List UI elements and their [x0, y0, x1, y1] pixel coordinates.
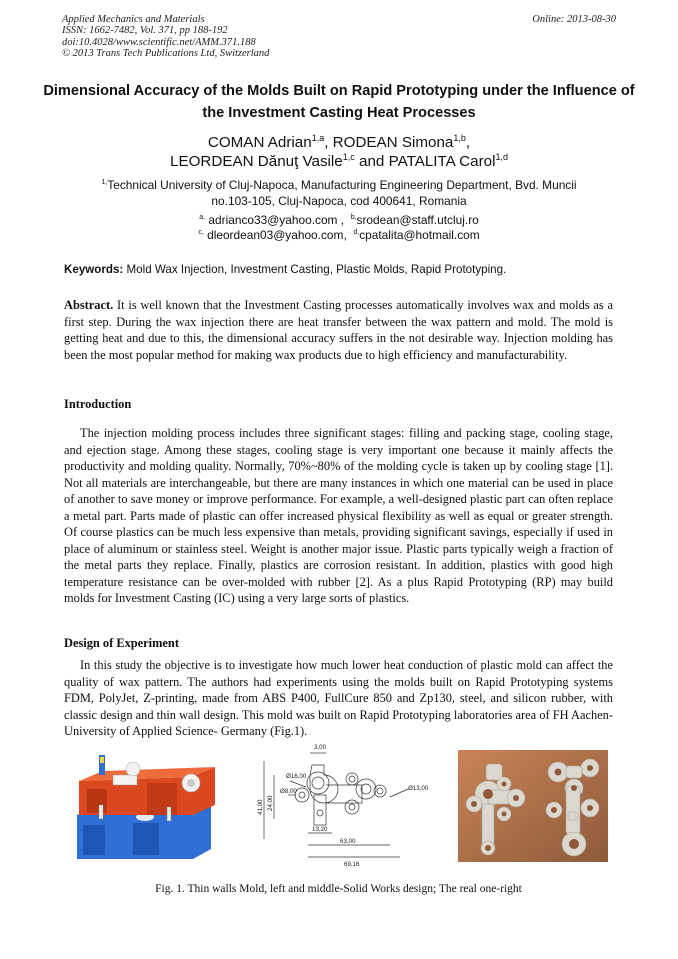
author-sep: and	[354, 153, 389, 170]
figure-cad-render	[73, 753, 231, 861]
author-sep: ,	[465, 134, 471, 151]
affiliation	[60, 177, 618, 209]
email-c[interactable]: dleordean03@yahoo.com	[207, 228, 344, 242]
journal-meta	[62, 14, 269, 60]
online-date: Online: 2013-08-30	[532, 14, 616, 25]
email-a[interactable]: adrianco33@yahoo.com	[208, 213, 338, 227]
email-sup: c,	[198, 229, 204, 237]
dim-label: 63,00	[340, 838, 356, 845]
email-sup: b,	[350, 214, 357, 222]
dim-label: Ø8,00	[280, 788, 297, 795]
affiliation-line-1: Technical University of Cluj-Napoca, Manufacturing Engineering Department, Bvd. Muncii	[107, 178, 577, 192]
design-of-experiment-text: In this study the objective is to investigate how much lower heat conduction of plastic mold can affect the quality of wax pattern. The authors had experiments using the molds built on Rapid Prototyping systems FDM, PolyJet, Z-printing, made from ABS P400, FullCure 850 and Zp130, steel, and silicon rubber, with classic design and thin wall design. This mold was built on Rapid Prototyping laboratories area of FH Aachen- University of Applied Science- Germany (Fig.1).	[64, 658, 613, 739]
email-list: $^{a,}$ adrianco33@yahoo.com , $^{b,}$srodean@staff.utcluj.ro $^{c,}$ dleordean03@yahoo.com, $^{d,}$cpatalita@hotmail.com	[198, 213, 480, 242]
journal-name: Applied Mechanics and Materials	[62, 14, 205, 25]
dim-label: 13,20	[312, 826, 328, 833]
technical-drawing	[250, 735, 445, 870]
email-sup: d,	[353, 229, 360, 237]
author-sup: 1,d	[495, 151, 508, 162]
author-name: COMAN Adrian	[207, 134, 312, 151]
figure-photo-real-parts	[458, 750, 608, 862]
author-sup: 1,b	[453, 132, 466, 143]
dim-label: 24,00	[267, 795, 274, 811]
design-of-experiment-heading: Design of Experiment	[64, 636, 179, 650]
abstract	[64, 297, 613, 363]
abstract-text: It is well known that the Investment Casting processes automatically involves wax and molds as a first step. During the wax injection there are heat transfer between the wax pattern and mold. The mold is getting heat and due to this, the dimensional accuracy suffers in the not desirable way. Injection molding has been the most popular method for making wax products due to high efficiency and manufacturability.	[64, 298, 613, 362]
paper-title: Dimensional Accuracy of the Molds Built on Rapid Prototyping under the Influence of the Investment Casting Heat Processes	[43, 83, 635, 121]
photo-wax-parts	[458, 750, 608, 862]
email-sup: a,	[199, 214, 206, 222]
introduction-text: The injection molding process includes three significant stages: filling and packing stage, cooling stage, and ejection stage. Among these stages, cooling stage is very important one because it mainly affects the productivity and molding quality. Normally, 70%~80% of the molding cycle is taken up by cooling stage [1]. Not all materials are interchangeable, but there are many instances in which one material can be used in place of another to save money or improve performance. For example, a well-designed plastic part can often replace a metal part. Parts made of plastic can offer increased physical flexibility as well as equal or greater strength. Of course plastics can be much less expensive than metals, providing significant savings, especially if used in place of aluminum or stainless steel. Weight is another major issue. Plastic parts typically weigh a fraction of the metal parts they replace. Finally, plastics are corrosion resistant. In addition, plastics with good high temperature resistance can be over-molded with rubber [2]. As a plus Rapid Prototyping (RP) may build molds for Investment Casting (IC) using a very large sorts of plastics.	[64, 426, 613, 606]
author-name: RODEAN Simona	[332, 134, 454, 151]
dim-label: 41,00	[257, 799, 264, 815]
keywords-label: Keywords:	[64, 263, 124, 276]
email-d[interactable]: cpatalita@hotmail.com	[359, 228, 480, 242]
doi: doi:10.4028/www.scientific.net/AMM.371.188	[62, 36, 256, 48]
keywords	[64, 263, 624, 276]
author-sep: ,	[324, 134, 333, 151]
figure-caption: Fig. 1. Thin walls Mold, left and middle-Solid Works design; The real one-right	[155, 883, 522, 895]
author-name: LEORDEAN Dănuţ Vasile	[170, 153, 343, 170]
affiliation-sup: 1,	[101, 179, 108, 187]
dim-label: Ø13,00	[408, 785, 429, 792]
introduction-heading: Introduction	[64, 397, 132, 411]
author-name: PATALITA Carol	[388, 153, 496, 170]
dim-label: 69,16	[344, 861, 360, 868]
issn: ISSN: 1662-7482, Vol. 371, pp 188-192	[62, 25, 228, 37]
figure-dimension-drawing	[250, 735, 445, 870]
dim-label: 3,00	[314, 744, 327, 751]
copyright: © 2013 Trans Tech Publications Ltd, Switzerland	[62, 48, 270, 60]
abstract-label: Abstract.	[64, 298, 114, 312]
email-b[interactable]: srodean@staff.utcluj.ro	[356, 213, 479, 227]
author-sup: 1,a	[311, 132, 325, 143]
cad-mold-illustration	[73, 753, 231, 861]
keywords-text: Mold Wax Injection, Investment Casting, Plastic Molds, Rapid Prototyping.	[126, 263, 507, 276]
affiliation-line-2: no.103-105, Cluj-Napoca, cod 400641, Romania	[211, 194, 467, 208]
author-sup: 1,c	[342, 151, 355, 162]
author-list	[40, 133, 638, 171]
dim-label: Ø16,00	[286, 773, 307, 780]
